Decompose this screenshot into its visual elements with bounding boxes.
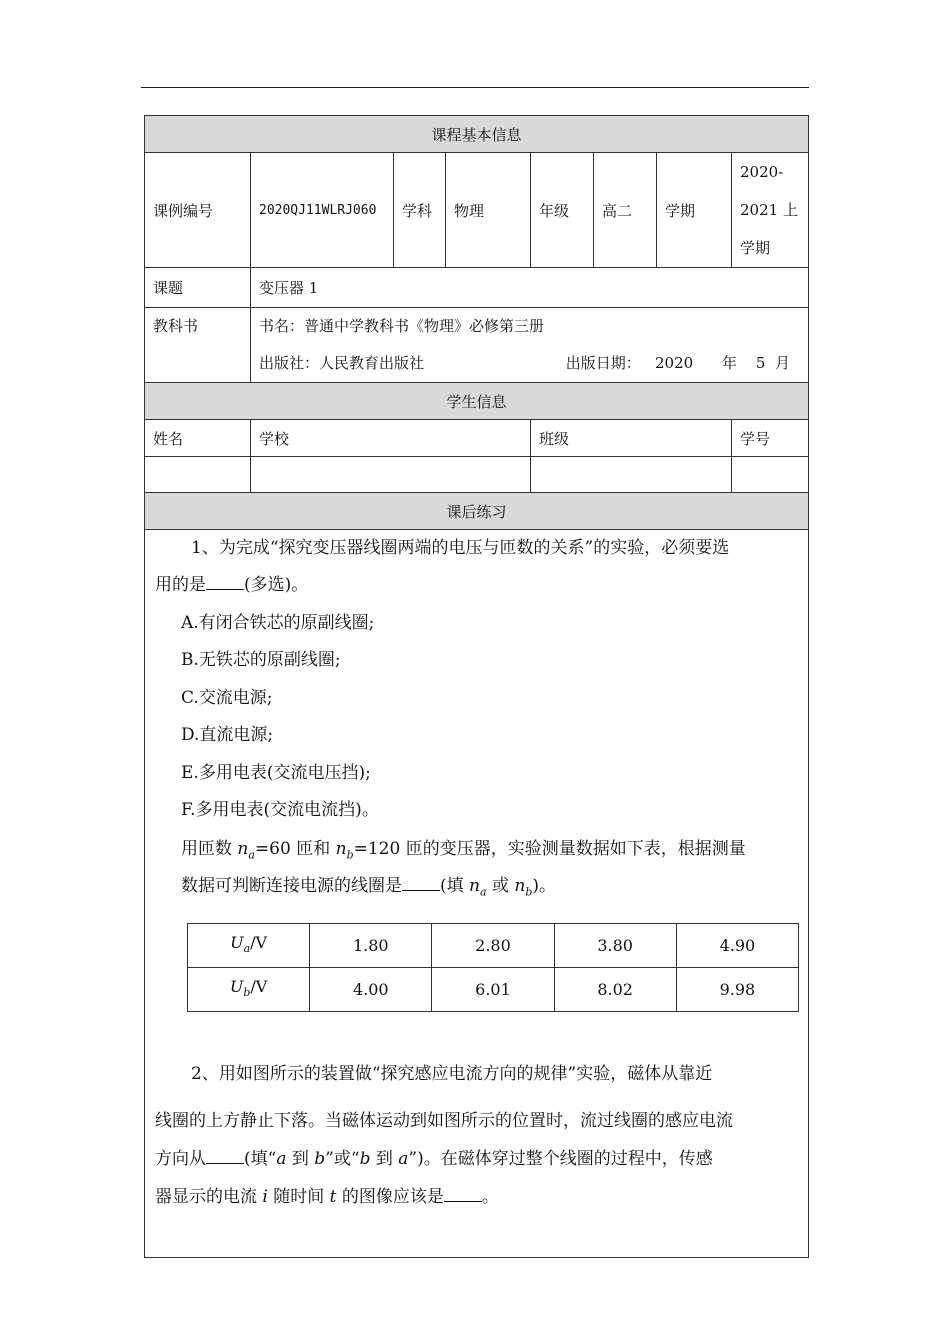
q1-option-c: C.交流电源;	[181, 688, 273, 708]
term-value	[732, 153, 809, 268]
q1-line-4-post: )。	[532, 876, 557, 896]
grade-label: 年级	[531, 153, 594, 268]
ub-value-2: 6.01	[432, 968, 554, 1012]
q2-to-1: 到	[286, 1149, 315, 1169]
q1-answer-blank-2[interactable]	[402, 870, 440, 891]
var-i: i	[262, 1187, 268, 1207]
grade-value: 高二	[594, 153, 657, 268]
unit-ua: /V	[250, 933, 268, 952]
row-label-ua	[188, 924, 310, 968]
lesson-table	[144, 115, 809, 1258]
q2-line-3-a: (填“	[244, 1149, 277, 1169]
ua-value-1: 1.80	[310, 924, 432, 968]
var-n-a-2: n	[469, 876, 480, 896]
ub-value-1: 4.00	[310, 968, 432, 1012]
section-course-info: 课程基本信息	[145, 116, 809, 153]
q2-line-4-mid: 随时间	[267, 1187, 330, 1207]
q1-line-4-or: 或	[486, 876, 515, 896]
table-row	[188, 968, 799, 1012]
book-pub-line	[259, 345, 800, 382]
term-label: 学期	[657, 153, 732, 268]
term-line-1: 2020-	[740, 163, 784, 181]
var-n-b-2: n	[514, 876, 526, 896]
q2-line-3-pre: 方向从	[155, 1149, 206, 1169]
subject-label: 学科	[394, 153, 446, 268]
publisher: 出版社：人民教育出版社	[259, 354, 425, 372]
var-u-b: U	[229, 977, 244, 997]
q1-option-b: B.无铁芯的原副线圈;	[181, 650, 341, 670]
unit-ub: /V	[250, 977, 268, 997]
pub-date	[566, 345, 800, 382]
book-name: 书名：普通中学教科书《物理》必修第三册	[259, 317, 545, 335]
ua-value-2: 2.80	[432, 924, 554, 968]
ub-value-3: 8.02	[554, 968, 676, 1012]
student-class-field[interactable]	[531, 457, 732, 493]
subject-value: 物理	[446, 153, 531, 268]
exercise-body	[145, 530, 809, 1258]
pub-month: 5	[755, 354, 766, 372]
sub-ua: a	[243, 942, 251, 956]
topic-value: 变压器 1	[251, 268, 809, 308]
q2-line-2: 线圈的上方静止下落。当磁体运动到如图所示的位置时，流过线圈的感应电流	[155, 1111, 733, 1131]
q2-line-3-b: ”或“	[325, 1149, 360, 1169]
table-row	[188, 924, 799, 968]
sub-b-2: b	[525, 885, 533, 899]
ub-value-4: 9.98	[676, 968, 798, 1012]
q2-line-1: 2、用如图所示的装置做“探究感应电流方向的规律”实验，磁体从靠近	[191, 1064, 713, 1084]
pub-year-unit: 年	[721, 354, 737, 372]
q2-line-4-post: 的图像应该是	[336, 1187, 444, 1207]
row-label-ub	[188, 968, 310, 1012]
term-line-3: 学期	[740, 239, 771, 257]
var-u-a: U	[230, 933, 244, 952]
sub-a: a	[248, 848, 255, 862]
student-number-label: 学号	[732, 420, 809, 457]
course-id-value: 2020QJ11WLRJ060	[251, 153, 394, 268]
q1-line-4	[181, 868, 556, 910]
q2-line-3	[155, 1141, 713, 1178]
q1-line-3-a: 用匝数	[181, 839, 238, 859]
q1-line-1: 1、为完成“探究变压器线圈两端的电压与匝数的关系”的实验，必须要选	[191, 538, 730, 558]
ua-value-3: 3.80	[554, 924, 676, 968]
q2-answer-blank-2[interactable]	[444, 1181, 482, 1202]
var-a: a	[276, 1149, 287, 1169]
header-rule	[141, 87, 809, 88]
var-t: t	[329, 1187, 337, 1207]
q1-line-2	[155, 567, 308, 604]
q1-answer-blank-1[interactable]	[206, 569, 244, 590]
student-number-field[interactable]	[732, 457, 809, 493]
q2-line-4-end: 。	[481, 1187, 499, 1207]
sub-ub: b	[243, 986, 251, 1000]
q1-option-f: F.多用电表(交流电流挡)。	[181, 800, 379, 820]
q1-line-2-post: (多选)。	[244, 575, 309, 595]
student-name-field[interactable]	[145, 457, 251, 493]
q1-line-2-pre: 用的是	[155, 575, 206, 595]
q2-to-2: 到	[370, 1149, 399, 1169]
q1-option-e: E.多用电表(交流电压挡);	[181, 763, 371, 783]
sub-a-2: a	[480, 885, 487, 899]
var-a-2: a	[398, 1149, 409, 1169]
q1-line-4-pre: 数据可判断连接电源的线圈是	[181, 876, 402, 896]
sub-b: b	[346, 848, 354, 862]
textbook-info	[251, 308, 809, 383]
student-school-field[interactable]	[251, 457, 531, 493]
q2-answer-blank-1[interactable]	[206, 1143, 244, 1164]
pub-date-label: 出版日期：	[565, 354, 641, 372]
var-n-b: n	[335, 839, 347, 859]
pub-year: 2020	[655, 354, 694, 372]
q2-line-3-c: ”)。在磁体穿过整个线圈的过程中，传感	[408, 1149, 713, 1169]
student-name-label: 姓名	[145, 420, 251, 457]
q1-line-3-c: =120 匝的变压器，实验测量数据如下表，根据测量	[353, 839, 746, 859]
var-n-a: n	[237, 839, 249, 859]
var-b: b	[314, 1149, 326, 1169]
topic-label: 课题	[145, 268, 251, 308]
q2-line-4	[155, 1179, 499, 1216]
textbook-label	[145, 308, 251, 383]
term-line-2: 2021 上	[740, 201, 798, 219]
pub-month-unit: 月	[775, 354, 791, 372]
section-exercises: 课后练习	[145, 493, 809, 530]
voltage-data-table	[187, 923, 799, 1012]
ua-value-4: 4.90	[676, 924, 798, 968]
textbook-label-text: 教科书	[153, 317, 199, 335]
q1-option-a: A.有闭合铁芯的原副线圈;	[181, 613, 375, 633]
q1-option-d: D.直流电源;	[181, 725, 274, 745]
course-id-label: 课例编号	[145, 153, 251, 268]
var-b-2: b	[359, 1149, 371, 1169]
section-student-info: 学生信息	[145, 383, 809, 420]
q1-line-3-b: =60 匝和	[254, 839, 336, 859]
q1-line-4-mid: (填	[440, 876, 470, 896]
student-school-label: 学校	[251, 420, 531, 457]
student-class-label: 班级	[531, 420, 732, 457]
q2-line-4-pre: 器显示的电流	[155, 1187, 263, 1207]
